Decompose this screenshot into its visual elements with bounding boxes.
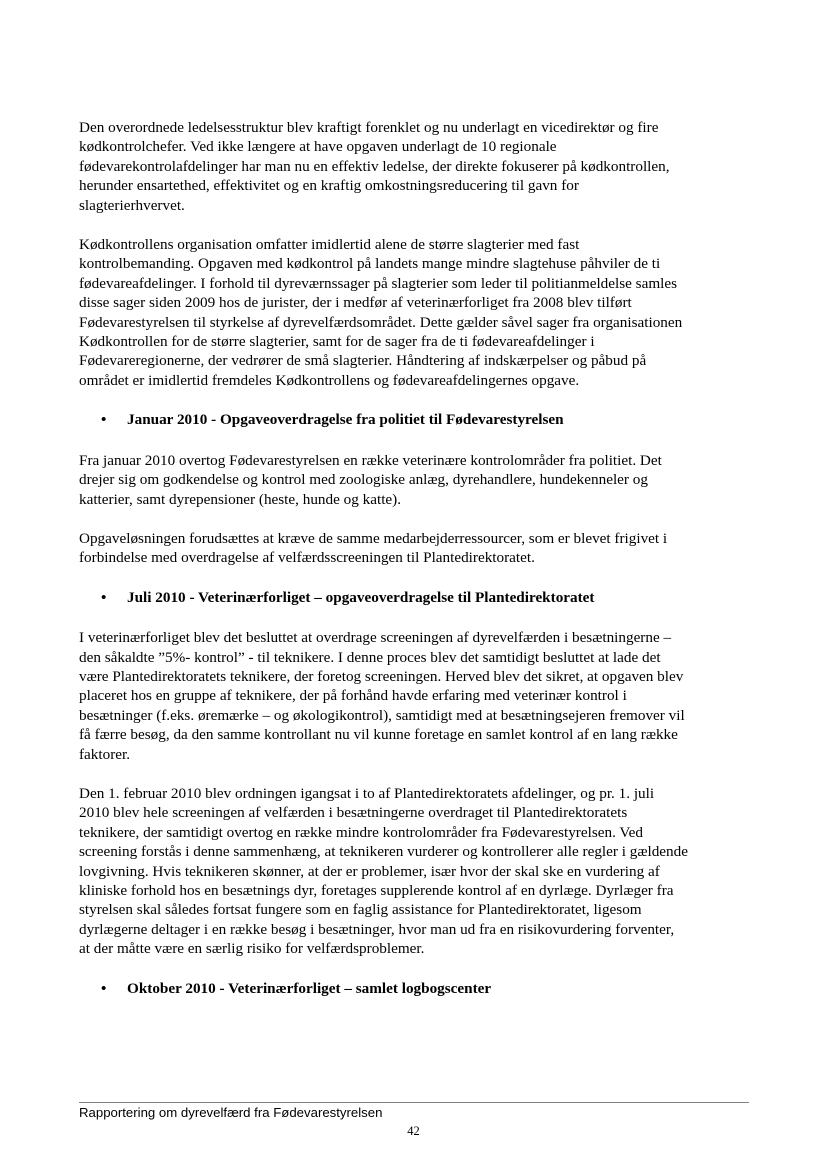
section-heading-oktober-2010 [79, 979, 751, 998]
footer-title: Rapportering om dyrevelfærd fra Fødevarestyrelsen [79, 1105, 383, 1120]
paragraph-kodkontrol-organisation: Kødkontrollens organisation omfatter imidlertid alene de større slagterier med fast kontrolbemanding. Opgaven med kødkontrol på landets mange mindre slagtehuse påhviler de ti fødevareafdelinger. I forhold til dyreværnssager på slagterier som leder til politianmeldelse samles disse sager siden 2009 hos de jurister, der i medfør af veterinærforliget fra 2008 blev tilført Fødevarestyrelsen til styrkelse af dyrevelfærdsområdet. Dette gælder såvel sager fra organisationen Kødkontrollen for de større slagterier, samt for de sager fra de ti fødevareafdelinger i Fødevareregionerne, der vedrører de små slagterier. Håndtering af indskærpelser og påbud på området er imidlertid fremdeles Kødkontrollens og fødevareafdelingernes opgave. [79, 236, 683, 389]
paragraph-veterinaerforlig-screening: I veterinærforliget blev det besluttet at overdrage screeningen af dyrevelfærden i besætningerne – den såkaldte ”5%- kontrol” - til teknikere. I denne proces blev det samtidigt besluttet at lade det være Plantedirektoratets teknikere, der foretog screeningen. Herved blev det sikret, at opgaven blev placeret hos en gruppe af teknikere, der på forhånd havde erfaring med veterinær kontrol i besætninger (f.eks. øremærke – og økologikontrol), samtidigt med at besætningsejeren fremover vil få færre besøg, da den samme kontrollant nu vil kunne foretage en samlet kontrol af en lang række faktorer. [79, 629, 685, 763]
page-number: 42 [407, 1124, 420, 1138]
heading-text: Juli 2010 - Veterinærforliget – opgaveoverdragelse til Plantedirektoratet [127, 588, 595, 606]
heading-text: Oktober 2010 - Veterinærforliget – samlet logbogscenter [127, 979, 492, 997]
section-heading-juli-2010 [79, 588, 751, 607]
bullet-icon: • [101, 411, 107, 429]
bullet-icon: • [101, 979, 107, 997]
paragraph-februar-ordning: Den 1. februar 2010 blev ordningen igangsat i to af Plantedirektoratets afdelinger, og pr. 1. juli 2010 blev hele screeningen af velfærden i besætningerne overdraget til Plantedirektoratets teknikere, der samtidigt overtog en række mindre kontrolområder fra Fødevarestyrelsen. Ved screening forstås i denne sammenhæng, at teknikeren vurderer og kontrollerer alle regler i gældende lovgivning. Hvis teknikeren skønner, at der er problemer, især hvor der skal ske en vurdering af kliniske forhold hos en besætnings dyr, foretages supplerende kontrol af en dyrlæge. Dyrlæger fra styrelsen skal således fortsat fungere som en faglig assistance for Plantedirektoratet, ligesom dyrlægerne deltager i en række besøg i besætninger, hvor man ud fra en risikovurdering forventer, at der måtte være en særlig risiko for velfærdsproblemer. [79, 784, 688, 958]
heading-text: Januar 2010 - Opgaveoverdragelse fra politiet til Fødevarestyrelsen [127, 411, 564, 429]
paragraph-opgavelosning: Opgaveløsningen forudsættes at kræve de samme medarbejderressourcer, som er blevet frigivet i forbindelse med overdragelse af velfærdsscreeningen til Plantedirektoratet. [79, 529, 668, 567]
paragraph-januar-overtagelse: Fra januar 2010 overtog Fødevarestyrelsen en række veterinære kontrolområder fra politiet. Det drejer sig om godkendelse og kontrol med zoologiske anlæg, dyrehandlere, hundekenneler og katterier, samt dyrepensioner (heste, hunde og katte). [79, 451, 662, 508]
bullet-icon: • [101, 588, 107, 606]
document-body [79, 118, 751, 1019]
footer-divider [79, 1102, 749, 1103]
section-heading-januar-2010 [79, 410, 751, 429]
paragraph-ledelsesstruktur: Den overordnede ledelsesstruktur blev kraftigt forenklet og nu underlagt en vicedirektør og fire kødkontrolchefer. Ved ikke længere at have opgaven underlagt de 10 regionale fødevarekontrolafdelinger har man nu en effektiv ledelse, der direkte fokuserer på kødkontrollen, herunder ensartethed, effektivitet og en kraftig omkostningsreducering til gavn for slagterierhvervet. [79, 119, 670, 214]
